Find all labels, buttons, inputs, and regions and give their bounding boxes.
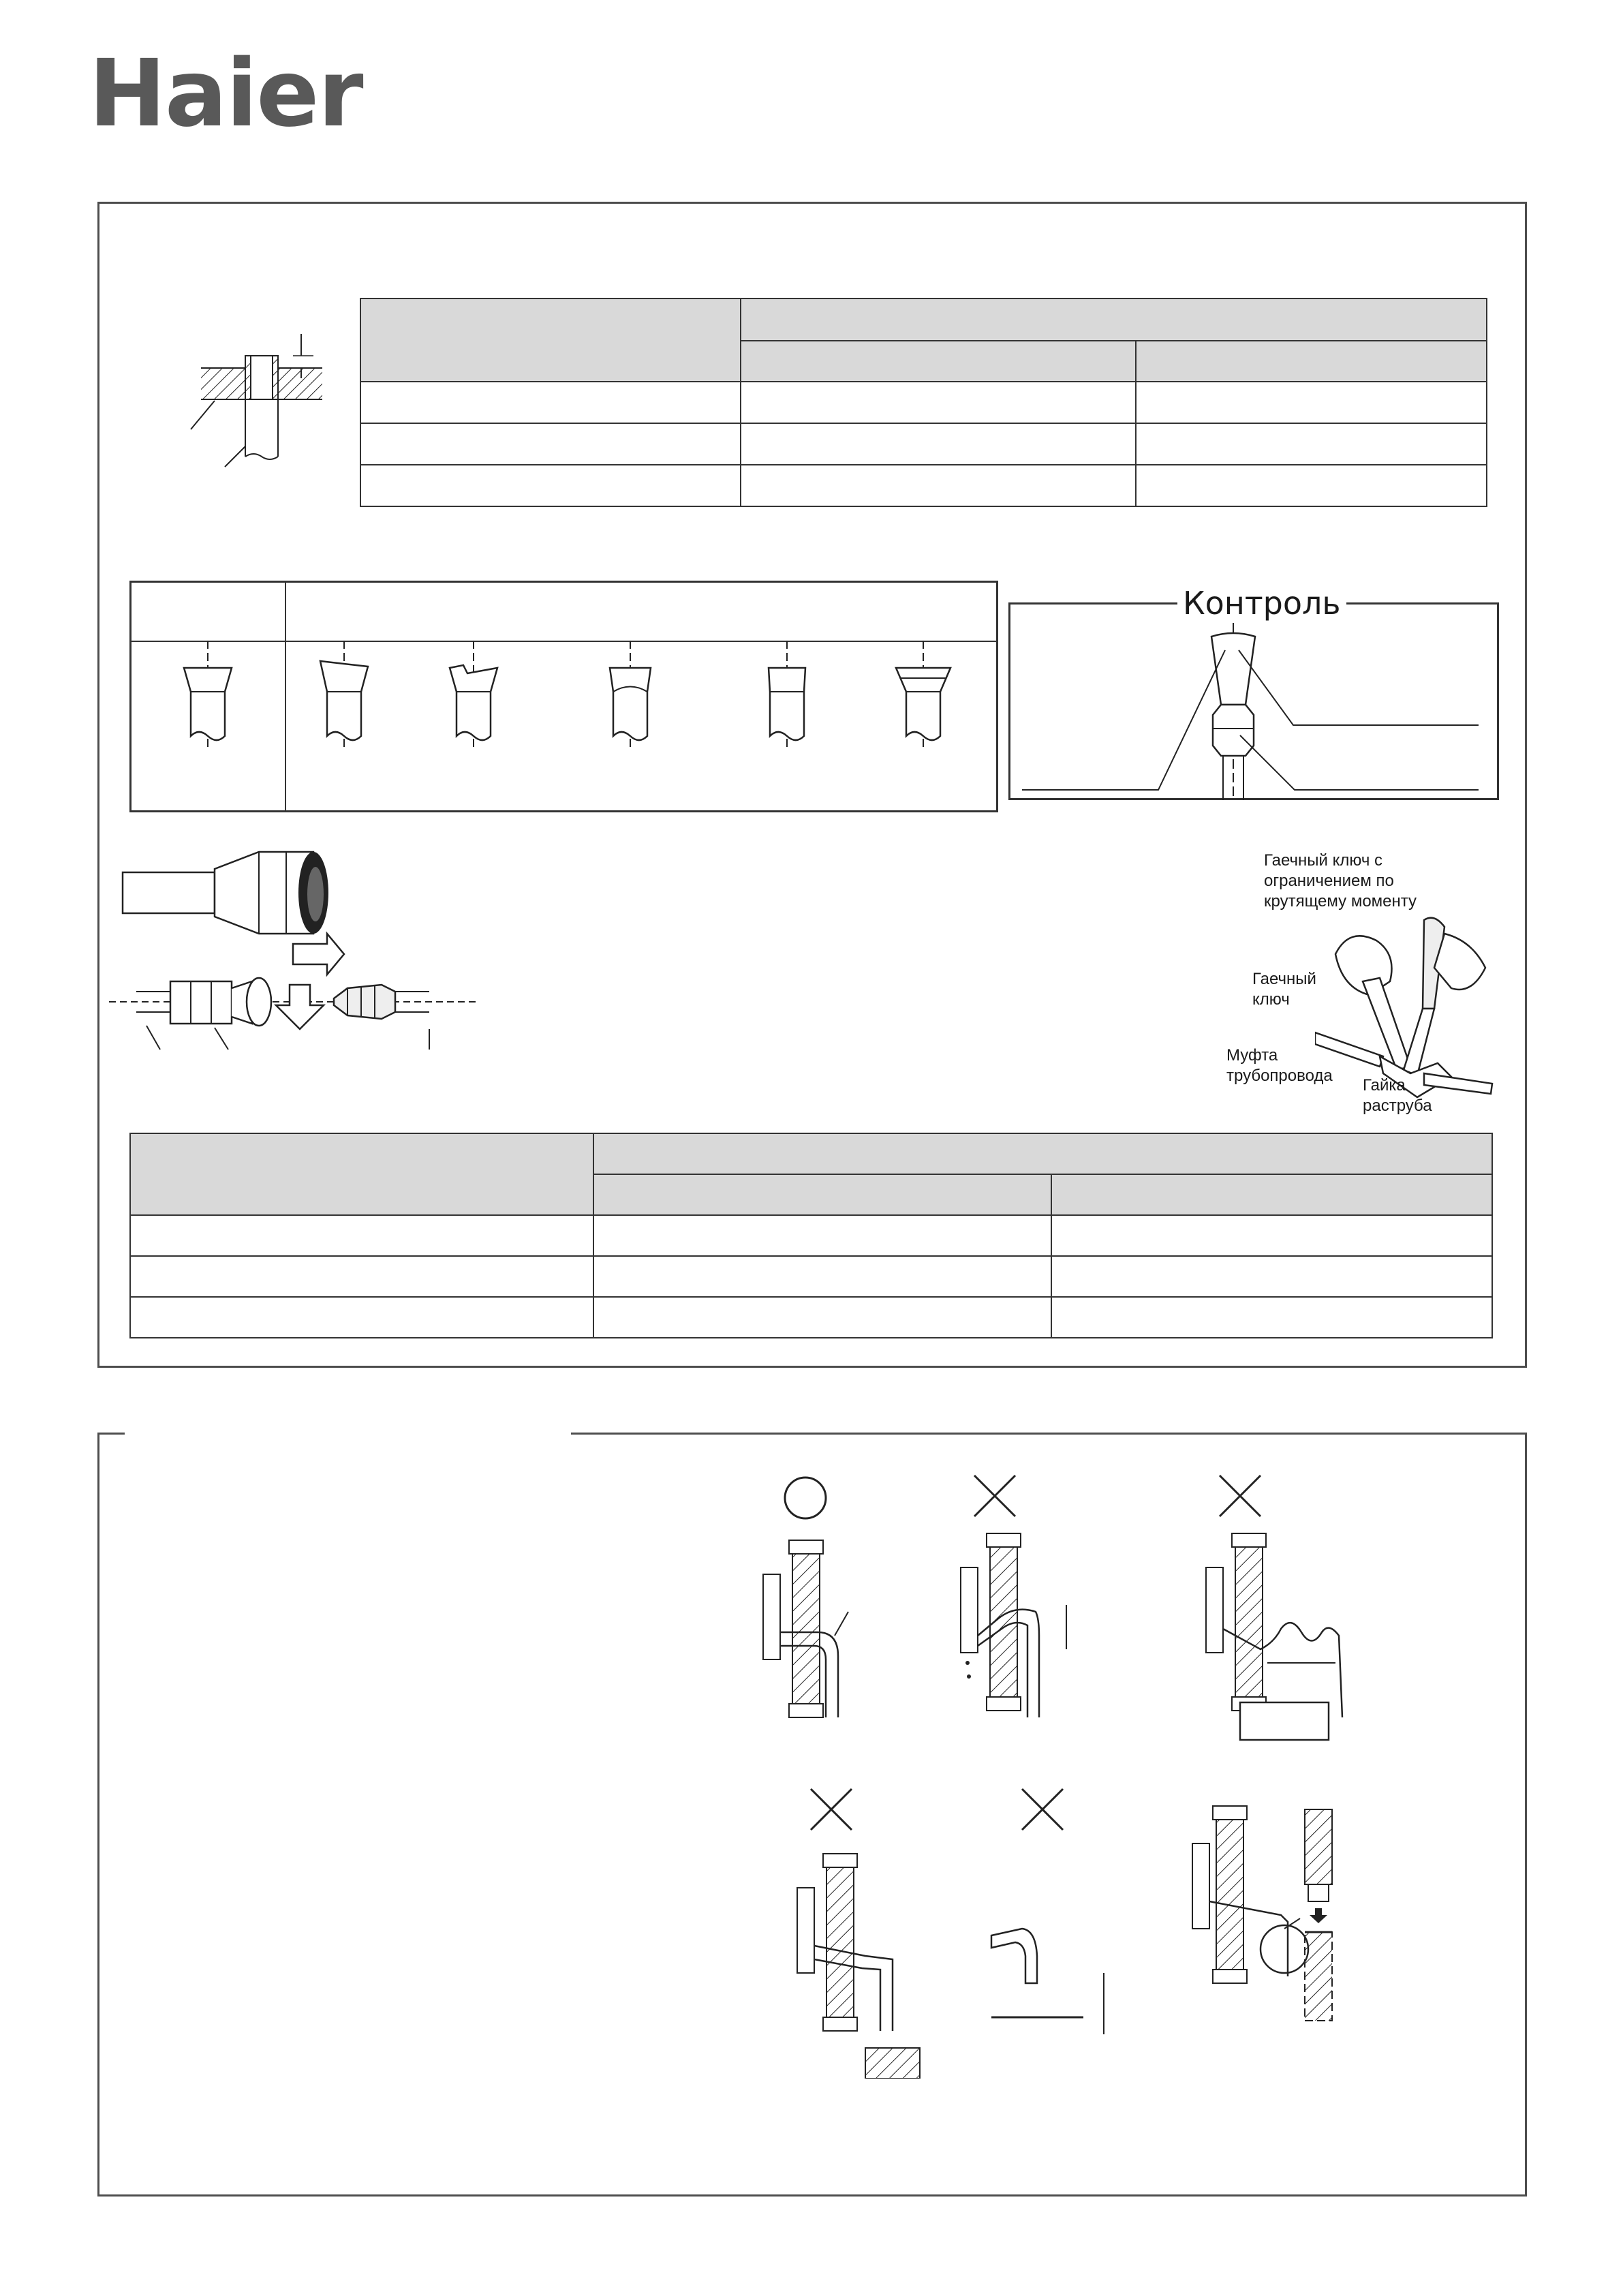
cross-icon — [811, 1789, 852, 1830]
flare-nut-label: Гайка раструба — [1363, 1076, 1432, 1115]
coupling-label: Муфта трубопровода — [1226, 1046, 1333, 1085]
flare-check-diagram — [1008, 602, 1499, 800]
flare-incorrect-icon — [610, 641, 651, 750]
drain-wrong-diagram — [1206, 1475, 1342, 1740]
drain-extension-diagram — [1192, 1806, 1332, 2021]
flare-incorrect-icon — [769, 641, 805, 750]
cross-icon — [1220, 1475, 1261, 1516]
drain-diagrams — [736, 1465, 1492, 2079]
flare-incorrect-icon — [450, 641, 497, 750]
torque-table — [129, 1133, 1493, 1338]
drain-correct-diagram — [763, 1478, 848, 1717]
flare-check-title: Контроль — [1177, 586, 1346, 620]
flare-incorrect-icon — [896, 641, 950, 750]
flare-dimension-table — [360, 298, 1487, 507]
flare-incorrect-icon — [320, 641, 368, 750]
circle-icon — [785, 1478, 826, 1518]
pipe-coupling-diagram — [109, 845, 491, 1063]
cross-icon — [1022, 1789, 1063, 1830]
pipe-protrusion-diagram — [177, 320, 327, 484]
drain-wrong-diagram — [991, 1789, 1104, 2034]
cross-icon — [974, 1475, 1015, 1516]
brand-logo: Haier — [89, 40, 362, 148]
flare-shape-row — [129, 641, 998, 750]
torque-wrench-label: Гаечный ключ с ограничением по крутящему моменту — [1264, 851, 1417, 910]
drain-wrong-diagram — [961, 1475, 1066, 1717]
flare-correct-icon — [184, 641, 232, 750]
drain-wrong-diagram — [797, 1789, 920, 2079]
wrench-label: Гаечный ключ — [1252, 970, 1316, 1009]
